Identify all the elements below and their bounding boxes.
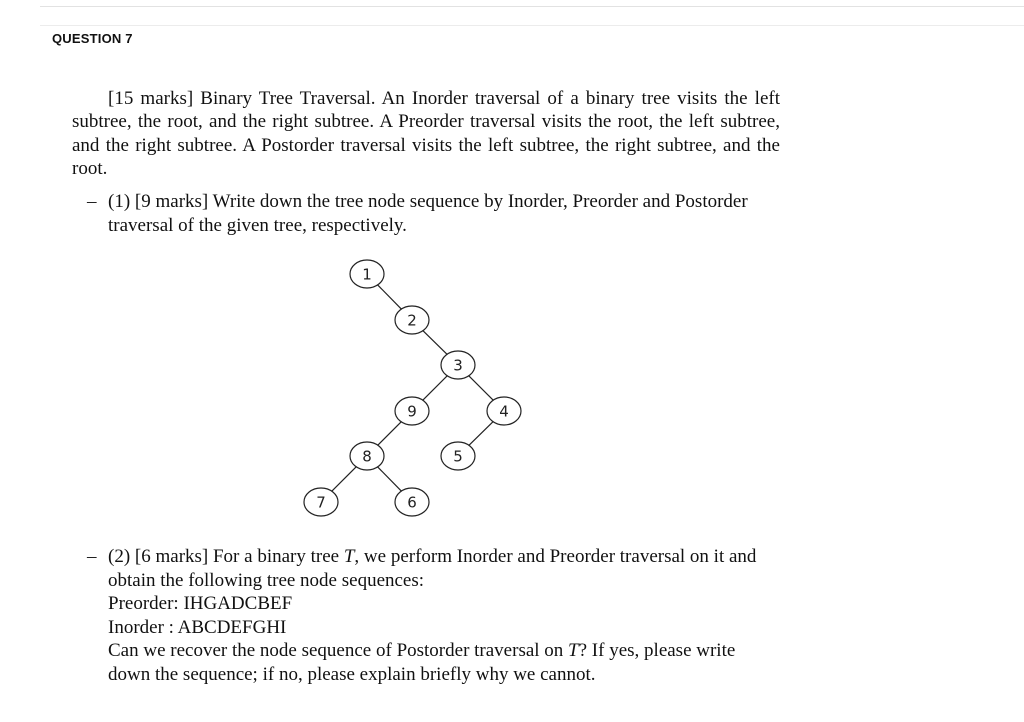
tree-node-6 bbox=[395, 488, 429, 516]
tree-node-label-2: 2 bbox=[407, 311, 417, 330]
part-2-line1: (2) [6 marks] For a binary tree bbox=[108, 546, 340, 567]
tree-edge-3-4 bbox=[469, 376, 493, 400]
intro-text: [15 marks] Binary Tree Traversal. An Inorder traversal of a binary tree visits the left subtree, the root, and the right subtree. A Preorder traversal visits the root, the left subtree, and the right subtree. A Postorder traversal visits the left subtree, the right subtree, and the root. bbox=[72, 88, 780, 179]
tree-node-5 bbox=[441, 442, 475, 470]
variable-t-2: T bbox=[568, 640, 579, 661]
tree-node-9 bbox=[395, 397, 429, 425]
question-title: QUESTION 7 bbox=[52, 31, 133, 46]
tree-node-8 bbox=[350, 442, 384, 470]
tree-node-4 bbox=[487, 397, 521, 425]
tree-node-label-3: 3 bbox=[453, 356, 463, 375]
tree-node-3 bbox=[441, 351, 475, 379]
question-start: Can we recover the node sequence of Postorder traversal on bbox=[108, 640, 564, 661]
tree-node-label-9: 9 bbox=[407, 402, 417, 421]
part-2-question bbox=[108, 640, 735, 685]
tree-node-7 bbox=[304, 488, 338, 516]
tree-edge-2-3 bbox=[423, 331, 447, 355]
part-2-intro bbox=[108, 546, 756, 591]
binary-tree-svg bbox=[300, 255, 530, 525]
question-intro bbox=[72, 87, 780, 180]
part-1-text: (1) [9 marks] Write down the tree node sequence by Inorder, Preorder and Postorder traversal of the given tree, respectively. bbox=[108, 191, 748, 236]
binary-tree-diagram bbox=[300, 255, 530, 525]
top-divider bbox=[40, 6, 1024, 7]
tree-node-1 bbox=[350, 260, 384, 288]
question-end: ? If yes, please write down the sequence; if no, please explain briefly why we cannot. bbox=[108, 640, 736, 685]
tree-node-label-7: 7 bbox=[316, 493, 326, 512]
tree-edge-8-6 bbox=[378, 467, 402, 491]
tree-edge-8-7 bbox=[332, 467, 356, 491]
tree-node-label-5: 5 bbox=[453, 447, 463, 466]
tree-node-2 bbox=[395, 306, 429, 334]
tree-edge-4-5 bbox=[469, 422, 493, 446]
variable-t: T bbox=[343, 546, 355, 567]
preorder-sequence: Preorder: IHGADCBEF bbox=[108, 593, 293, 614]
part-2-dash: – bbox=[87, 546, 97, 567]
part-1-dash: – bbox=[87, 191, 97, 212]
part-2-line1-rest: , we perform Inorder and Preorder traversal on it and obtain the following tree node sequences: bbox=[108, 546, 757, 591]
header-divider bbox=[40, 25, 1024, 26]
inorder-sequence: Inorder : ABCDEFGHI bbox=[108, 616, 287, 638]
part-2-body bbox=[108, 545, 780, 686]
tree-node-label-1: 1 bbox=[362, 265, 372, 284]
tree-edge-3-9 bbox=[423, 376, 447, 400]
tree-edge-1-2 bbox=[378, 285, 402, 309]
tree-node-label-4: 4 bbox=[499, 402, 509, 421]
tree-edge-9-8 bbox=[378, 422, 401, 445]
tree-node-label-8: 8 bbox=[362, 447, 372, 466]
tree-node-label-6: 6 bbox=[407, 493, 417, 512]
